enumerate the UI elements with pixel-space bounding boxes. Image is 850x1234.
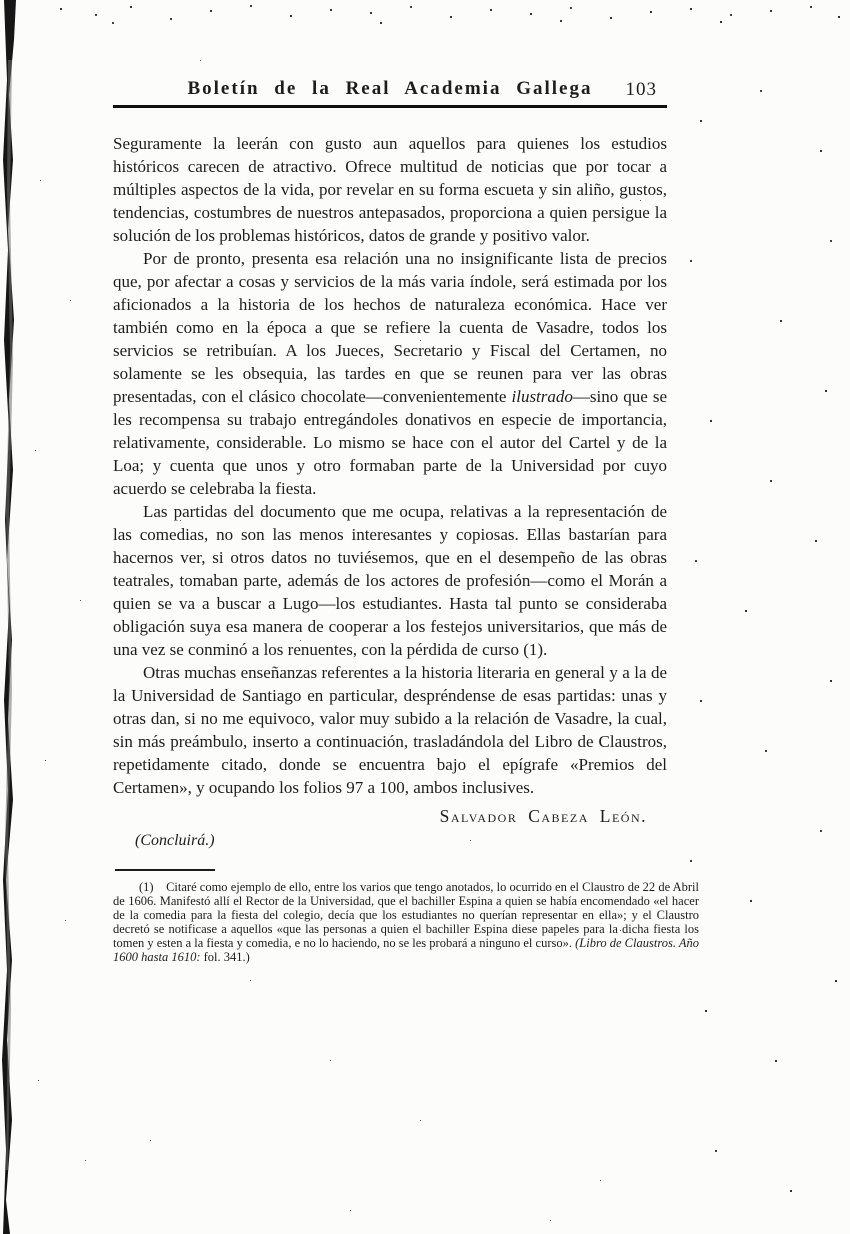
page-number: 103	[625, 79, 657, 100]
body-paragraphs	[113, 132, 667, 799]
continuation-note: (Concluirá.)	[135, 832, 215, 849]
page-content	[113, 78, 699, 964]
author-signature: Salvador Cabeza León.	[439, 806, 647, 826]
text-run: fol. 341.)	[200, 950, 250, 964]
text-run: —sino que se les recompensa su trabajo entregándoles donativos en especie de importancia, relativamente, considerable. Lo mismo se hace con el autor del Cartel y de la Loa; y cuenta que unos y otro formaban parte de la Universidad por cuyo acuerdo se celebraba la fiesta.	[113, 387, 668, 498]
footnote-separator	[115, 869, 215, 871]
footnote-text	[113, 880, 699, 964]
paragraph	[113, 500, 667, 661]
header-rule	[113, 105, 667, 108]
paragraph	[113, 247, 667, 500]
binding-shadow	[0, 0, 26, 1234]
italic-text-run: ilustrado	[511, 387, 573, 406]
text-run: Seguramente la leerán con gusto aun aquellos para quienes los estudios históricos carecen de atractivo. Ofrece multitud de noticias que por tocar a múltiples aspectos de la vida, por revelar en su forma escueta y sin aliño, gustos, tendencias, costumbres de nuestros antepasados, proporciona a quien persigue la solución de los problemas históricos, datos de grande y positivo valor.	[113, 134, 667, 245]
paragraph	[113, 132, 667, 247]
italic-text-run: (Libro de Claustros. Año 1600 hasta 1610:	[113, 936, 699, 964]
paragraph	[113, 661, 667, 799]
text-run: Por de pronto, presenta esa relación una no insignificante lista de precios que, por afectar a cosas y servicios de la más varia índole, será estimada por los aficionados a la historia de los hechos de naturaleza económica. Hace ver también como en la época a que se refiere la cuenta de Vasadre, todos los servicios se retribuían. A los Jueces, Secretario y Fiscal del Certamen, no solamente se les obsequia, las tardes en que se reunen para ver las obras presentadas, con el clásico chocolate—convenientemente	[113, 249, 667, 406]
text-run: Otras muchas enseñanzas referentes a la historia literaria en general y a la de la Universidad de Santiago en particular, despréndense de esas partidas: unas y otras dan, si no me equivoco, valor muy subido a la relación de Vasadre, la cual, sin más preámbulo, inserto a continuación, trasladándola del Libro de Claustros, repetidamente citado, donde se encuentra bajo el epígrafe «Premios del Certamen», y ocupando los folios 97 a 100, ambos inclusives.	[113, 663, 667, 797]
text-run: (1) Citaré como ejemplo de ello, entre los varios que tengo anotados, lo ocurrido en el Claustro de 22 de Abril de 1606. Manifestó allí el Rector de la Universidad, que el bachiller Espina a quien se había encomendado «el hacer de la comedia para la fiesta del colegio, decía que los estudiantes no querían representar en ella»; y el Claustro decretó se notificase a aquellos «que las personas a quien el bachiller Espina diese papeles para la dicha fiesta los tomen y esten a la fiesta y comedia, e no lo haciendo, no se les probará a ninguno el curso».	[113, 880, 699, 950]
running-header	[113, 78, 667, 100]
page-title: Boletín de la Real Academia Gallega	[187, 78, 593, 99]
text-run: Las partidas del documento que me ocupa, relativas a la representación de las comedias, no son las menos interesantes y copiosas. Ellas bastarían para hacernos ver, si otros datos no tuviésemos, que en el desempeño de las obras teatrales, tomaban parte, además de los actores de profesión—como el Morán a quien se va a buscar a Lugo—los estudiantes. Hasta tal punto se consideraba obligación suya esa manera de cooperar a los festejos universitarios, que más de una vez se conminó a los renuentes, con la pérdida de curso (1).	[113, 502, 667, 659]
